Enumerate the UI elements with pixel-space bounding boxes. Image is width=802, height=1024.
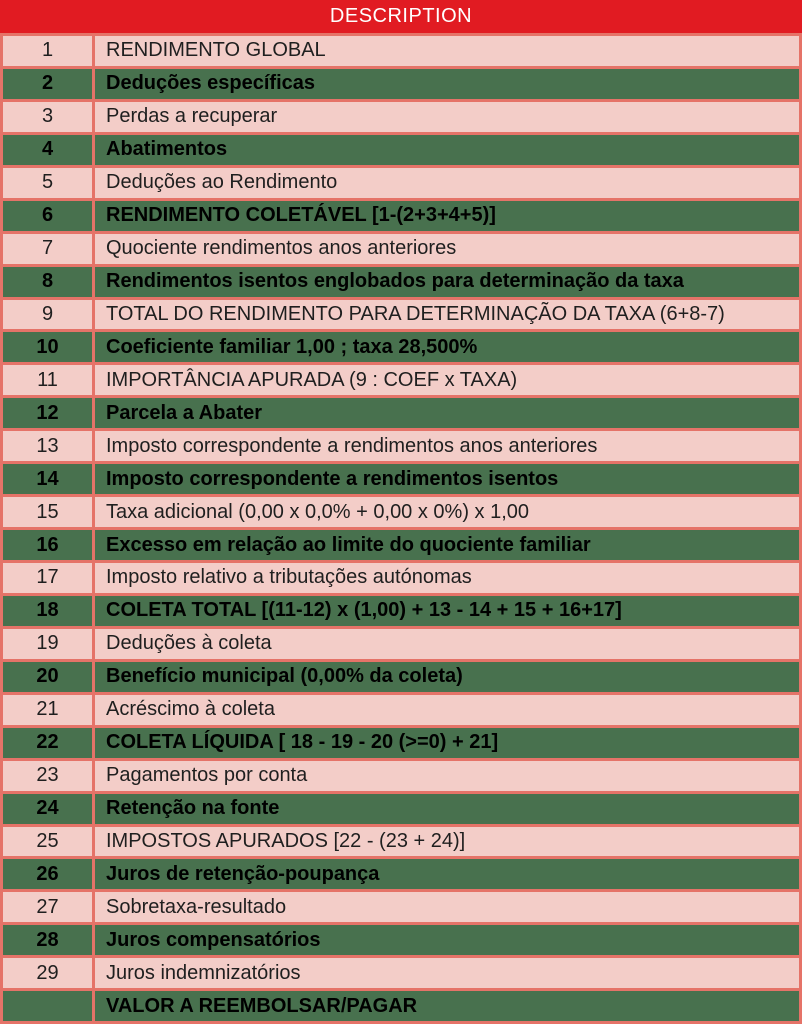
table-row: [3, 297, 799, 330]
row-number: 10: [3, 332, 95, 362]
row-description: Excesso em relação ao limite do quociente familiar: [106, 533, 591, 556]
row-number: 5: [3, 168, 95, 198]
row-number: 13: [3, 431, 95, 461]
row-description: Deduções à coleta: [106, 632, 272, 655]
row-number: 17: [3, 563, 95, 593]
table-row: [3, 132, 799, 165]
table-row: [3, 428, 799, 461]
table-row: [3, 527, 799, 560]
row-description: Imposto correspondente a rendimentos isentos: [106, 467, 559, 490]
row-number: 25: [3, 827, 95, 857]
row-number: 22: [3, 728, 95, 758]
row-description: Benefício municipal (0,00% da coleta): [106, 665, 463, 688]
table-row: [3, 33, 799, 66]
row-description: Juros de retenção-poupança: [106, 862, 380, 885]
row-description: COLETA TOTAL [(11-12) x (1,00) + 13 - 14 + 15 + 16+17]: [106, 599, 622, 622]
row-number: 14: [3, 464, 95, 494]
row-description: Quociente rendimentos anos anteriores: [106, 237, 457, 260]
row-description: Imposto relativo a tributações autónomas: [106, 566, 472, 589]
table-row: [3, 824, 799, 857]
row-number: 28: [3, 925, 95, 955]
row-description: Perdas a recuperar: [106, 105, 278, 128]
row-description: Taxa adicional (0,00 x 0,0% + 0,00 x 0%) x 1,00: [106, 500, 530, 523]
row-description: Deduções ao Rendimento: [106, 171, 338, 194]
row-description: VALOR A REEMBOLSAR/PAGAR: [106, 994, 418, 1017]
row-number: 16: [3, 530, 95, 560]
table-row: [3, 692, 799, 725]
row-description: COLETA LÍQUIDA [ 18 - 19 - 20 (>=0) + 21]: [106, 731, 499, 754]
row-number: 4: [3, 135, 95, 165]
row-description: Juros indemnizatórios: [106, 961, 301, 984]
table-row: [3, 955, 799, 988]
row-description: IMPOSTOS APURADOS [22 - (23 + 24)]: [106, 829, 466, 852]
row-number: 7: [3, 234, 95, 264]
row-number: 11: [3, 365, 95, 395]
row-number: 15: [3, 497, 95, 527]
row-number: 12: [3, 398, 95, 428]
table-row: [3, 856, 799, 889]
table-row: [3, 494, 799, 527]
table-row: [3, 626, 799, 659]
row-number: 8: [3, 267, 95, 297]
table-row: [3, 593, 799, 626]
row-number: 1: [3, 36, 95, 66]
table-row: [3, 66, 799, 99]
row-description: Acréscimo à coleta: [106, 698, 275, 721]
row-number: 19: [3, 629, 95, 659]
row-description: Deduções específicas: [106, 72, 315, 95]
row-number: 18: [3, 596, 95, 626]
row-number: 3: [3, 102, 95, 132]
table-row: [3, 362, 799, 395]
table-row: [3, 659, 799, 692]
row-number: 29: [3, 958, 95, 988]
row-description: RENDIMENTO COLETÁVEL [1-(2+3+4+5)]: [106, 204, 496, 227]
row-number: [3, 991, 95, 1021]
table-row: [3, 198, 799, 231]
table-row: [3, 395, 799, 428]
row-number: 23: [3, 761, 95, 791]
table-row: [3, 99, 799, 132]
row-number: 9: [3, 300, 95, 330]
row-description: Sobretaxa-resultado: [106, 895, 287, 918]
row-description: Parcela a Abater: [106, 401, 263, 424]
table-row: [3, 560, 799, 593]
row-description: Juros compensatórios: [106, 928, 321, 951]
table-row: [3, 988, 799, 1021]
table-body: [0, 33, 802, 1024]
row-description: Retenção na fonte: [106, 797, 280, 820]
table-row: [3, 791, 799, 824]
table-row: [3, 329, 799, 362]
row-number: 2: [3, 69, 95, 99]
row-number: 21: [3, 695, 95, 725]
row-description: Imposto correspondente a rendimentos anos anteriores: [106, 434, 598, 457]
row-description: Rendimentos isentos englobados para determinação da taxa: [106, 270, 684, 293]
table-row: [3, 922, 799, 955]
table-row: [3, 264, 799, 297]
row-number: 6: [3, 201, 95, 231]
row-description: Pagamentos por conta: [106, 764, 308, 787]
table-row: [3, 758, 799, 791]
page-title: DESCRIPTION: [329, 5, 473, 27]
row-description: Coeficiente familiar 1,00 ; taxa 28,500%: [106, 335, 478, 358]
row-description: RENDIMENTO GLOBAL: [106, 39, 326, 62]
table-row: [3, 461, 799, 494]
row-description: IMPORTÂNCIA APURADA (9 : COEF x TAXA): [106, 368, 518, 391]
table-row: [3, 725, 799, 758]
table-row: [3, 889, 799, 922]
row-number: 27: [3, 892, 95, 922]
row-description: Abatimentos: [106, 138, 228, 161]
row-number: 26: [3, 859, 95, 889]
row-number: 20: [3, 662, 95, 692]
row-description: TOTAL DO RENDIMENTO PARA DETERMINAÇÃO DA TAXA (6+8-7): [106, 302, 725, 325]
table-row: [3, 165, 799, 198]
table-row: [3, 231, 799, 264]
row-number: 24: [3, 794, 95, 824]
table-header: [0, 0, 802, 33]
